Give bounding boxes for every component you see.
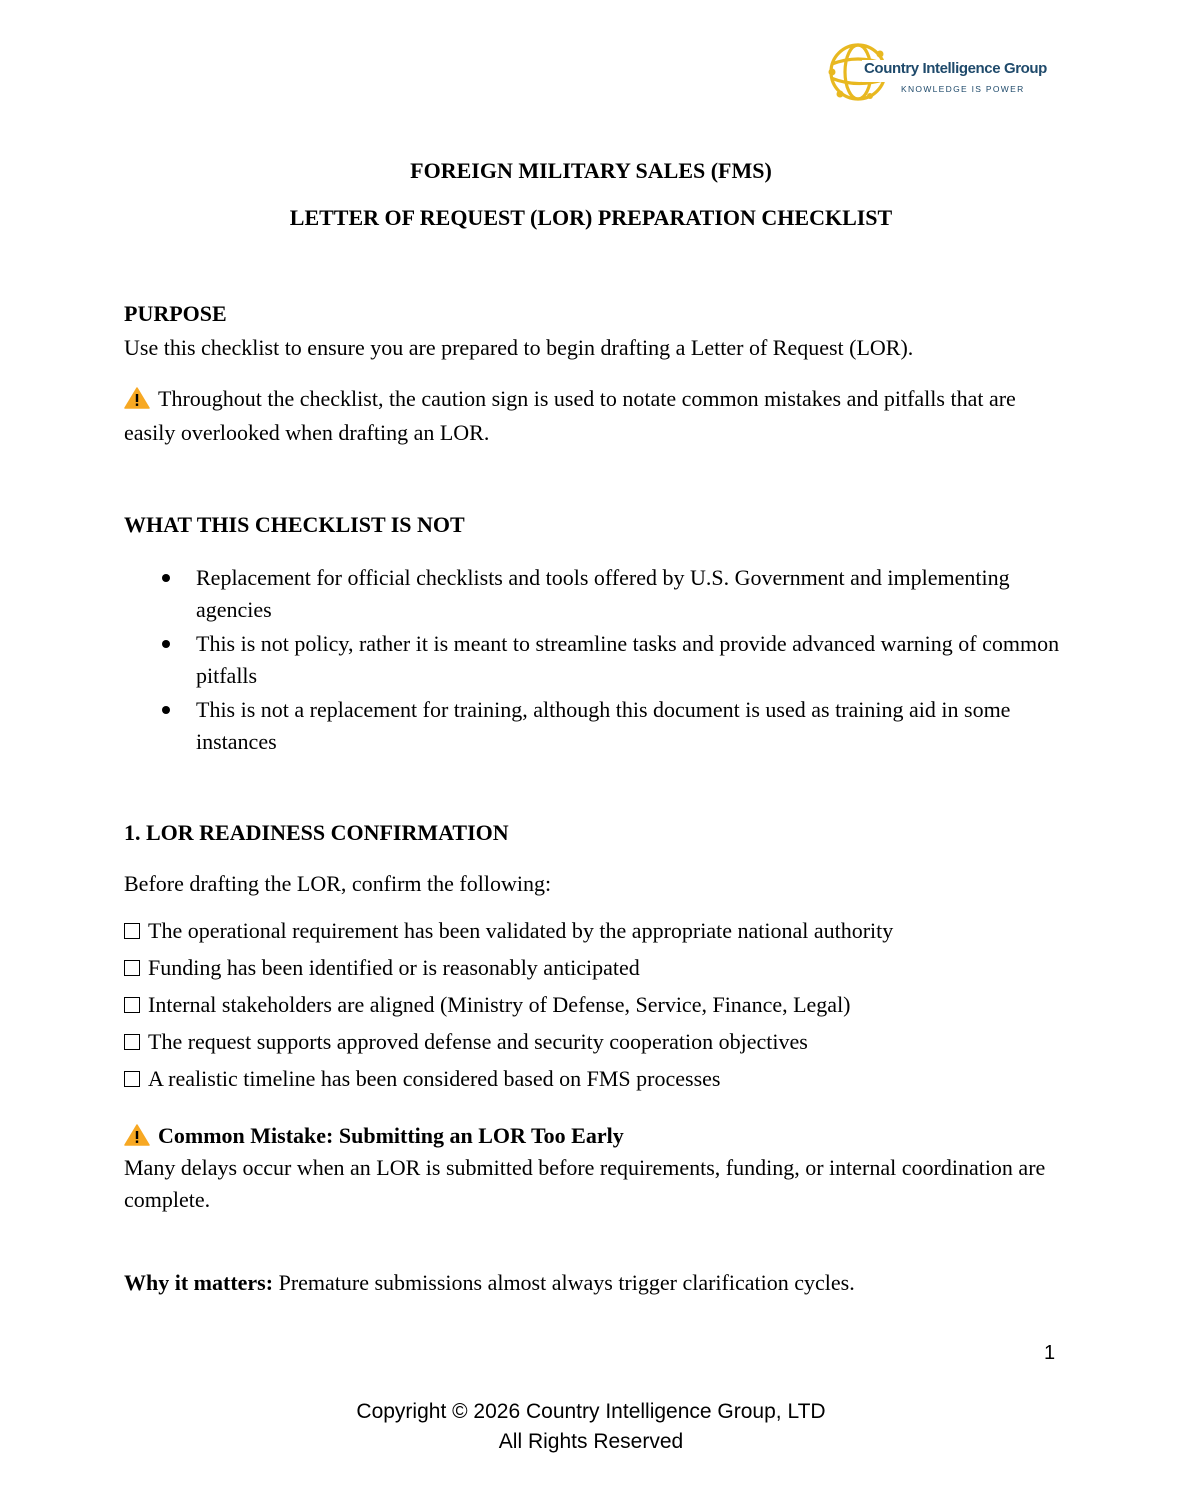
checkbox[interactable] xyxy=(124,960,140,976)
list-item xyxy=(124,562,1064,626)
logo-tagline: KNOWLEDGE IS POWER xyxy=(901,84,1025,94)
not-section-list xyxy=(124,562,1064,760)
checklist-item-text: The operational requirement has been validated by the appropriate national authority xyxy=(148,918,894,943)
logo-company-name: Country Intelligence Group xyxy=(864,60,1047,77)
common-mistake-title-text: Common Mistake: Submitting an LOR Too Early xyxy=(158,1123,624,1148)
purpose-text: Use this checklist to ensure you are prepared to begin drafting a Letter of Request (LOR). xyxy=(124,335,914,360)
checkbox[interactable] xyxy=(124,1034,140,1050)
page-number: 1 xyxy=(1044,1342,1056,1364)
purpose-heading: PURPOSE xyxy=(124,301,227,326)
checklist-item[interactable] xyxy=(124,992,851,1018)
list-item-text: Replacement for official checklists and tools offered by U.S. Government and implementing agencies xyxy=(196,565,1010,622)
checklist-item-text: The request supports approved defense and security cooperation objectives xyxy=(148,1029,808,1054)
checklist-item-text: Internal stakeholders are aligned (Ministry of Defense, Service, Finance, Legal) xyxy=(148,992,851,1017)
list-item xyxy=(124,694,1064,758)
checkbox[interactable] xyxy=(124,997,140,1013)
readiness-heading: 1. LOR READINESS CONFIRMATION xyxy=(124,820,509,845)
checkbox[interactable] xyxy=(124,1071,140,1087)
document-subtitle: LETTER OF REQUEST (LOR) PREPARATION CHECKLIST xyxy=(289,205,893,230)
common-mistake-text: Many delays occur when an LOR is submitted before requirements, funding, or internal coordination are complete. xyxy=(124,1155,1046,1212)
checklist-item[interactable] xyxy=(124,918,893,944)
list-item-text: This is not a replacement for training, although this document is used as training aid in some instances xyxy=(196,697,1011,754)
readiness-intro: Before drafting the LOR, confirm the following: xyxy=(124,871,552,896)
caution-note xyxy=(124,382,1054,450)
checklist-item-text: Funding has been identified or is reasonably anticipated xyxy=(148,955,640,980)
not-section-heading: WHAT THIS CHECKLIST IS NOT xyxy=(124,512,465,537)
footer-copyright: Copyright © 2026 Country Intelligence Group, LTD xyxy=(356,1400,826,1423)
why-it-matters-text: Premature submissions almost always trigger clarification cycles. xyxy=(273,1270,855,1295)
common-mistake-title xyxy=(124,1119,1054,1153)
why-it-matters-label: Why it matters: xyxy=(124,1270,274,1295)
footer-rights: All Rights Reserved xyxy=(498,1430,684,1453)
list-item-text: This is not policy, rather it is meant to streamline tasks and provide advanced warning of common pitfalls xyxy=(196,631,1060,688)
company-logo xyxy=(826,40,1047,104)
warning-icon xyxy=(124,1124,150,1146)
checklist-item[interactable] xyxy=(124,1066,720,1092)
why-it-matters xyxy=(124,1266,1054,1300)
checklist-item[interactable] xyxy=(124,955,640,981)
checklist-item-text: A realistic timeline has been considered based on FMS processes xyxy=(148,1066,721,1091)
warning-icon xyxy=(124,387,150,409)
list-item xyxy=(124,628,1064,692)
checkbox[interactable] xyxy=(124,923,140,939)
caution-note-text: Throughout the checklist, the caution sign is used to notate common mistakes and pitfalls that are easily overlooked when drafting an LOR. xyxy=(124,386,1016,445)
bullet-icon xyxy=(162,640,170,648)
bullet-icon xyxy=(162,574,170,582)
checklist-item[interactable] xyxy=(124,1029,808,1055)
document-title: FOREIGN MILITARY SALES (FMS) xyxy=(410,158,772,183)
bullet-icon xyxy=(162,706,170,714)
